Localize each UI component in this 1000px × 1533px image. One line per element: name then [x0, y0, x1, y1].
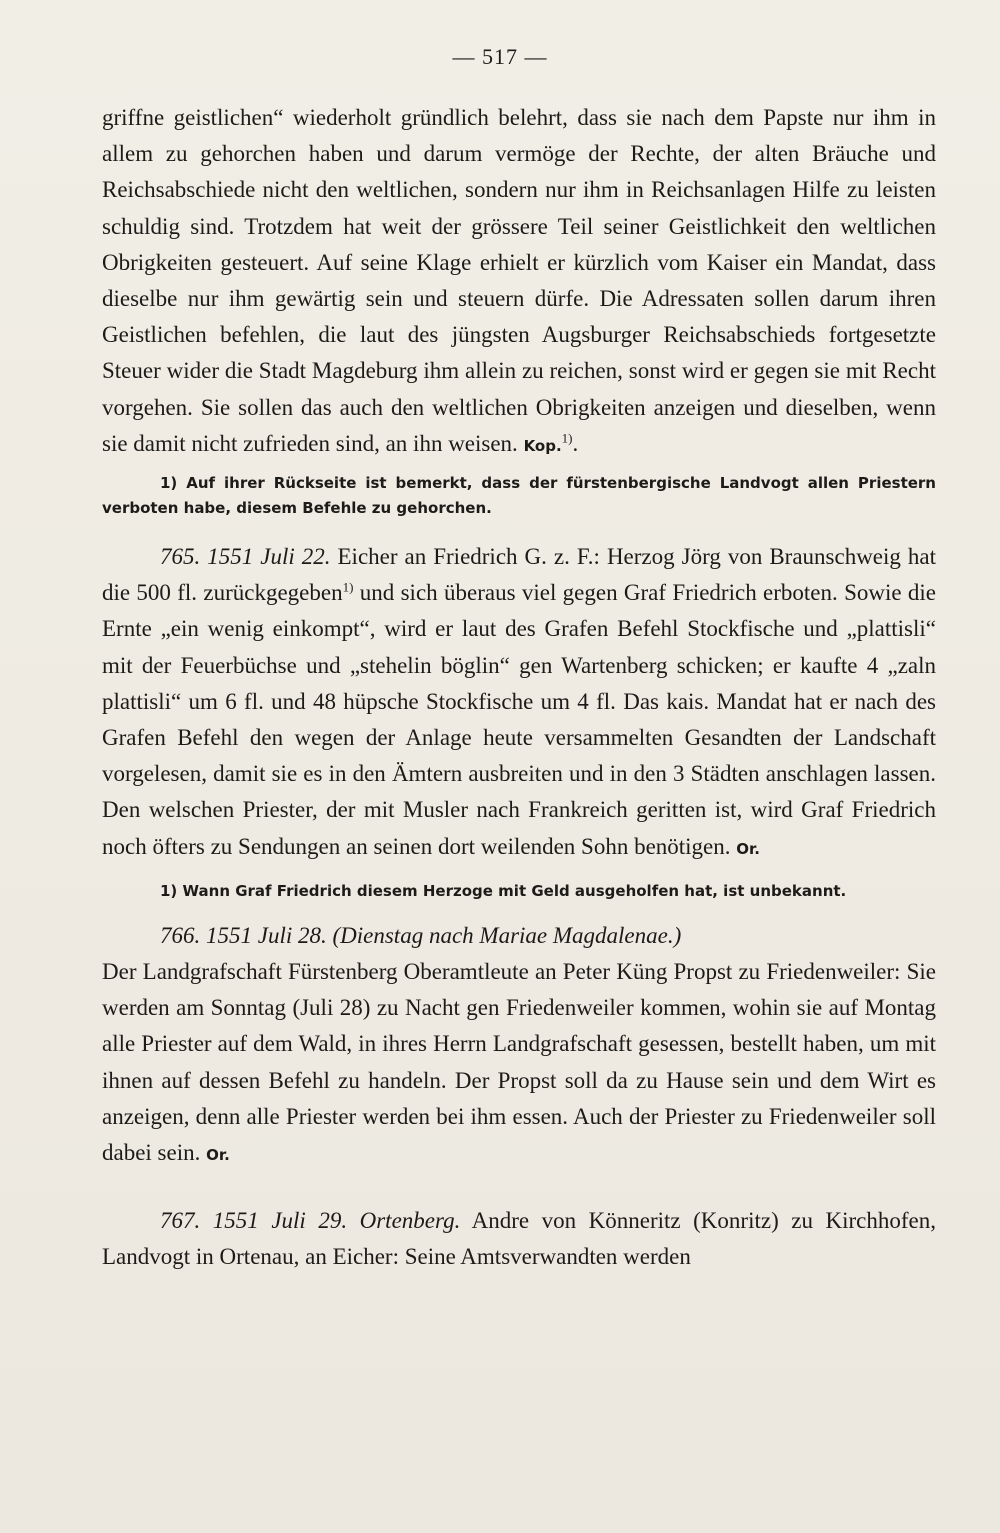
entry-765-note-mark: 1) [342, 579, 354, 595]
entry-766-head: 766. 1551 Juli 28. (Dienstag nach Mariae Magdalenae.) [160, 922, 682, 948]
entry-765-source: Or. [736, 839, 760, 858]
entry-766-text: Der Landgrafschaft Fürstenberg Oberamtleute an Peter Küng Propst zu Friedenweiler: Sie werden am Sonntag (Juli 28) zu Nacht gen Friedenweiler kommen, wohin sie auf Montag alle Priester auf dem Wald, in ihres Herrn Landgrafschaft gesessen, bestellt haben, um mit ihnen auf dessen Befehl zu handeln. Der Propst soll da zu Hause sein und dem Wirt es anzeigen, denn alle Priester werden bei ihm essen. Auch der Priester zu Friedenweiler soll dabei sein. [102, 959, 936, 1166]
intro-end: . [572, 430, 579, 456]
entry-767 [102, 1203, 936, 1275]
page-number: — 517 — [452, 44, 548, 69]
entry-765-text-a: Eicher an Friedrich G. z. F.: Herzog Jörg von Braunschweig hat die 500 fl. zurückgegeben [102, 544, 936, 606]
page-content [102, 100, 936, 1276]
entry-765 [102, 539, 936, 867]
entry-767-head: 767. 1551 Juli 29. Ortenberg. [160, 1208, 461, 1234]
entry-767-text: Andre von Könneritz (Konritz) zu Kirchhofen, Landvogt in Ortenau, an Eicher: Seine Amtsverwandten werden [102, 1208, 936, 1270]
footnote-1: 1) Auf ihrer Rückseite ist bemerkt, dass der fürstenbergische Landvogt allen Priestern verboten habe, diesem Befehle zu gehorchen. [102, 474, 936, 518]
intro-note-mark: 1) [561, 430, 573, 446]
intro-paragraph [102, 100, 936, 464]
footnote-765: 1) Wann Graf Friedrich diesem Herzoge mit Geld ausgeholfen hat, ist unbekannt. [160, 881, 847, 900]
intro-source: Kop. [523, 436, 562, 455]
intro-text: griffne geistlichen“ wiederholt gründlich belehrt, dass sie nach dem Papste nur ihm in allem zu gehorchen haben und darum vermöge der Rechte, der alten Bräuche und Reichsabschiede nicht den weltlichen, sondern nur ihm in Reichsanlagen Hilfe zu leisten schuldig sind. Trotzdem hat weit der grössere Teil seiner Geistlichkeit den weltlichen Obrigkeiten gesteuert. Auf seine Klage erhielt er kürzlich vom Kaiser ein Mandat, dass dieselbe nur ihm gewärtig sein und steuern dürfe. Die Adressaten sollen darum ihren Geistlichen befehlen, die laut des jüngsten Augsburger Reichsabschieds fortgesetzte Steuer wider die Stadt Magdeburg ihm allein zu reichen, sonst wird er gegen sie mit Recht vorgehen. Sie sollen das auch den weltlichen Obrigkeiten anzeigen und dieselben, wenn sie damit nicht zufrieden sind, an ihn weisen. [102, 105, 936, 456]
entry-765-head: 765. 1551 Juli 22. [160, 544, 331, 570]
entry-766-source: Or. [206, 1146, 230, 1165]
entry-765-text-b: und sich überaus viel gegen Graf Friedrich erboten. Sowie die Ernte „ein wenig einkompt“, wird er laut des Grafen Befehl Stockfische und „plattisli“ mit der Feuerbüchse und „stehelin böglin“ gen Wartenberg schicken; er kaufte 4 „zaln plattisli“ um 6 fl. und 48 hüpsche Stockfische um 4 fl. Das kais. Mandat hat er nach des Grafen Befehl den wegen der Anlage heute versammelten Gesandten der Landschaft vorgelesen, damit sie es in den Ämtern ausbreiten und in den 3 Städten anschlagen lassen. Den welschen Priester, der mit Musler nach Frankreich geritten ist, wird Graf Friedrich noch öfters zu Sendungen an seinen dort weilenden Sohn benötigen. [102, 580, 936, 859]
entry-766 [102, 918, 936, 1173]
